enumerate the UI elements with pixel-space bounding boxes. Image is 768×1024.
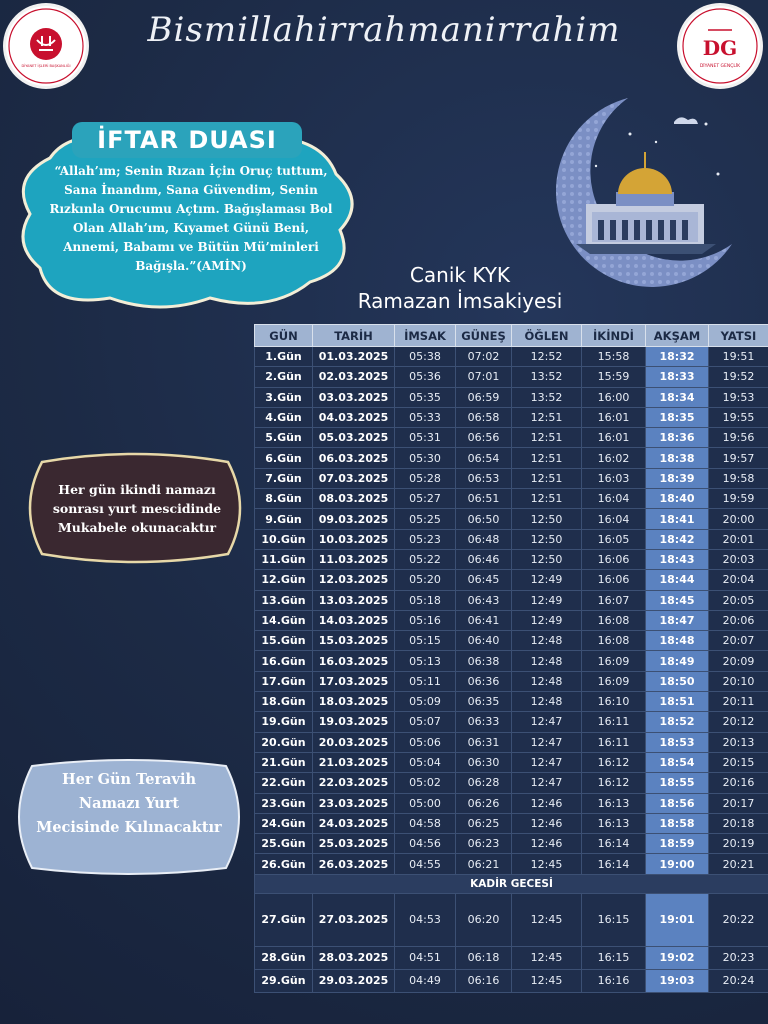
cell-aksam: 18:38 [646,448,709,468]
cell-imsak: 04:56 [395,834,456,854]
cell-imsak: 05:15 [395,631,456,651]
cell-oglen: 12:45 [512,946,582,969]
table-row [255,610,768,630]
cell-date: 14.03.2025 [313,610,395,630]
cell-oglen: 12:51 [512,489,582,509]
column-header-7: YATSI [709,325,768,347]
cell-day: 12.Gün [255,570,313,590]
imsakiye-table [254,324,768,993]
cell-aksam: 18:53 [646,732,709,752]
cell-oglen: 12:47 [512,752,582,772]
cell-aksam: 18:43 [646,549,709,569]
cell-gunes: 06:43 [456,590,512,610]
cell-yatsi: 20:11 [709,692,768,712]
table-row [255,732,768,752]
cell-oglen: 12:48 [512,671,582,691]
cell-ikindi: 16:04 [582,509,646,529]
cell-oglen: 12:47 [512,773,582,793]
cell-ikindi: 16:14 [582,854,646,874]
cell-ikindi: 16:02 [582,448,646,468]
cell-yatsi: 20:01 [709,529,768,549]
cell-yatsi: 20:19 [709,834,768,854]
cell-date: 21.03.2025 [313,752,395,772]
cell-date: 17.03.2025 [313,671,395,691]
cell-aksam: 18:48 [646,631,709,651]
cell-ikindi: 16:09 [582,651,646,671]
cell-yatsi: 20:17 [709,793,768,813]
cell-ikindi: 16:01 [582,428,646,448]
cell-gunes: 06:31 [456,732,512,752]
cell-gunes: 06:18 [456,946,512,969]
cell-yatsi: 19:53 [709,387,768,407]
cell-oglen: 12:50 [512,529,582,549]
cell-imsak: 05:35 [395,387,456,407]
cell-day: 6.Gün [255,448,313,468]
cell-oglen: 12:45 [512,854,582,874]
cell-imsak: 04:49 [395,969,456,992]
column-header-0: GÜN [255,325,313,347]
dg-initials: DG [702,36,738,60]
cell-gunes: 06:28 [456,773,512,793]
table-row [255,407,768,427]
cell-date: 28.03.2025 [313,946,395,969]
iftar-prayer-text: “Allah’ım; Senin Rızan İçin Oruç tuttum, Sana İnandım, Sana Güvendim, Senin Rızkınla Orucumu Açtım. Bağışlaması Bol Olan Allah’ım, Kıyamet Günü Beni, Annemi, Babamı ve Bütün Mü’minleri Bağışla.”(AMİN) [49,164,333,273]
cell-yatsi: 20:22 [709,893,768,946]
cell-day: 19.Gün [255,712,313,732]
cell-oglen: 12:49 [512,610,582,630]
cell-oglen: 12:50 [512,549,582,569]
cell-yatsi: 20:04 [709,570,768,590]
cell-ikindi: 16:01 [582,407,646,427]
table-body [255,347,768,993]
column-header-2: İMSAK [395,325,456,347]
cell-oglen: 12:52 [512,347,582,367]
cell-imsak: 05:30 [395,448,456,468]
cell-date: 16.03.2025 [313,651,395,671]
cell-imsak: 05:04 [395,752,456,772]
cell-date: 25.03.2025 [313,834,395,854]
cell-ikindi: 16:12 [582,752,646,772]
cell-gunes: 06:25 [456,813,512,833]
cell-oglen: 12:51 [512,428,582,448]
cell-day: 24.Gün [255,813,313,833]
table-header-row [255,325,768,347]
cell-ikindi: 16:07 [582,590,646,610]
cell-aksam: 18:56 [646,793,709,813]
cell-day: 28.Gün [255,946,313,969]
cell-day: 9.Gün [255,509,313,529]
cell-aksam: 18:59 [646,834,709,854]
cell-day: 1.Gün [255,347,313,367]
cell-gunes: 06:41 [456,610,512,630]
iftar-title: İFTAR DUASI [72,122,302,158]
cell-aksam: 18:32 [646,347,709,367]
cell-day: 15.Gün [255,631,313,651]
cell-oglen: 12:51 [512,448,582,468]
cell-date: 18.03.2025 [313,692,395,712]
cell-aksam: 18:34 [646,387,709,407]
cell-yatsi: 19:57 [709,448,768,468]
cell-yatsi: 20:16 [709,773,768,793]
cell-date: 26.03.2025 [313,854,395,874]
cell-date: 08.03.2025 [313,489,395,509]
cell-gunes: 06:26 [456,793,512,813]
cell-day: 27.Gün [255,893,313,946]
cell-gunes: 06:53 [456,468,512,488]
diyanet-logo [6,6,86,86]
cell-ikindi: 16:11 [582,712,646,732]
table-row [255,946,768,969]
cell-yatsi: 19:56 [709,428,768,448]
cell-day: 21.Gün [255,752,313,772]
dormitory-heading [350,262,570,314]
cell-gunes: 06:30 [456,752,512,772]
cell-ikindi: 16:03 [582,468,646,488]
table-row [255,529,768,549]
diyanet-genclik-logo [680,6,760,86]
cell-date: 11.03.2025 [313,549,395,569]
cell-ikindi: 16:06 [582,570,646,590]
cell-yatsi: 19:55 [709,407,768,427]
cell-imsak: 05:28 [395,468,456,488]
cell-yatsi: 19:59 [709,489,768,509]
cell-gunes: 06:35 [456,692,512,712]
column-header-3: GÜNEŞ [456,325,512,347]
cell-aksam: 19:02 [646,946,709,969]
cell-ikindi: 16:08 [582,610,646,630]
cell-ikindi: 16:14 [582,834,646,854]
cell-aksam: 18:35 [646,407,709,427]
cell-date: 27.03.2025 [313,893,395,946]
cell-gunes: 06:56 [456,428,512,448]
cell-day: 26.Gün [255,854,313,874]
cell-yatsi: 19:58 [709,468,768,488]
cell-oglen: 12:46 [512,793,582,813]
cell-oglen: 13:52 [512,387,582,407]
cell-oglen: 12:46 [512,834,582,854]
cell-gunes: 06:33 [456,712,512,732]
cell-imsak: 05:07 [395,712,456,732]
cell-gunes: 06:38 [456,651,512,671]
cell-day: 29.Gün [255,969,313,992]
table-row [255,969,768,992]
cell-imsak: 05:13 [395,651,456,671]
cell-day: 11.Gün [255,549,313,569]
cell-aksam: 18:58 [646,813,709,833]
table-row [255,549,768,569]
table-row [255,347,768,367]
diyanet-emblem-icon [6,6,86,86]
table-row [255,448,768,468]
cell-date: 23.03.2025 [313,793,395,813]
cell-imsak: 04:58 [395,813,456,833]
cell-aksam: 18:45 [646,590,709,610]
cell-oglen: 12:49 [512,570,582,590]
cell-oglen: 12:48 [512,692,582,712]
cell-ikindi: 16:10 [582,692,646,712]
table-row [255,631,768,651]
cell-day: 17.Gün [255,671,313,691]
cell-date: 10.03.2025 [313,529,395,549]
cell-imsak: 05:36 [395,367,456,387]
cell-imsak: 05:11 [395,671,456,691]
cell-imsak: 05:18 [395,590,456,610]
cell-yatsi: 19:51 [709,347,768,367]
cell-yatsi: 20:07 [709,631,768,651]
cell-gunes: 06:58 [456,407,512,427]
cell-date: 24.03.2025 [313,813,395,833]
cell-gunes: 07:01 [456,367,512,387]
cell-ikindi: 16:12 [582,773,646,793]
cell-aksam: 18:41 [646,509,709,529]
cell-oglen: 12:49 [512,590,582,610]
cell-ikindi: 16:05 [582,529,646,549]
table-row [255,813,768,833]
cell-yatsi: 20:03 [709,549,768,569]
cell-gunes: 06:50 [456,509,512,529]
cell-aksam: 18:39 [646,468,709,488]
cell-ikindi: 16:08 [582,631,646,651]
cell-imsak: 05:38 [395,347,456,367]
cell-gunes: 06:59 [456,387,512,407]
cell-day: 25.Gün [255,834,313,854]
column-header-5: İKİNDİ [582,325,646,347]
cell-gunes: 06:36 [456,671,512,691]
cell-oglen: 12:48 [512,651,582,671]
cell-gunes: 06:16 [456,969,512,992]
cell-oglen: 12:48 [512,631,582,651]
cell-oglen: 12:51 [512,407,582,427]
cell-day: 16.Gün [255,651,313,671]
cell-oglen: 12:45 [512,893,582,946]
cell-date: 29.03.2025 [313,969,395,992]
mukabele-note: Her gün ikindi namazı sonrası yurt mescidinde Mukabele okunacaktır [52,482,222,535]
cell-imsak: 04:51 [395,946,456,969]
cell-date: 12.03.2025 [313,570,395,590]
cell-imsak: 05:09 [395,692,456,712]
cell-ikindi: 16:04 [582,489,646,509]
cell-gunes: 06:46 [456,549,512,569]
table-row [255,590,768,610]
cell-ikindi: 15:58 [582,347,646,367]
table-row [255,509,768,529]
cell-gunes: 06:21 [456,854,512,874]
cell-aksam: 18:40 [646,489,709,509]
cell-gunes: 06:40 [456,631,512,651]
cell-gunes: 06:54 [456,448,512,468]
table-row [255,854,768,874]
cell-aksam: 18:51 [646,692,709,712]
cell-yatsi: 20:13 [709,732,768,752]
bismillah-title: Bismillahirrahmanirrahim [147,10,621,50]
cell-ikindi: 16:15 [582,893,646,946]
cell-ikindi: 16:06 [582,549,646,569]
cell-aksam: 18:36 [646,428,709,448]
cell-imsak: 04:55 [395,854,456,874]
cell-date: 09.03.2025 [313,509,395,529]
cell-date: 03.03.2025 [313,387,395,407]
kadir-gecesi-row [255,874,768,893]
cell-yatsi: 20:00 [709,509,768,529]
cell-imsak: 05:06 [395,732,456,752]
table-row [255,692,768,712]
cell-yatsi: 20:09 [709,651,768,671]
cell-gunes: 07:02 [456,347,512,367]
cell-ikindi: 15:59 [582,367,646,387]
cell-yatsi: 20:24 [709,969,768,992]
cell-imsak: 05:23 [395,529,456,549]
table-row [255,793,768,813]
cell-yatsi: 20:12 [709,712,768,732]
cell-yatsi: 20:15 [709,752,768,772]
table-row [255,387,768,407]
table-row [255,468,768,488]
cell-gunes: 06:20 [456,893,512,946]
teravih-note: Her Gün Teravih Namazı Yurt Mecisinde Kılınacaktır [36,771,222,836]
cell-day: 13.Gün [255,590,313,610]
cell-imsak: 05:20 [395,570,456,590]
cell-yatsi: 20:21 [709,854,768,874]
dormitory-name: Canik KYK [409,263,511,287]
cell-ikindi: 16:13 [582,793,646,813]
cell-aksam: 19:00 [646,854,709,874]
cell-date: 04.03.2025 [313,407,395,427]
cell-day: 22.Gün [255,773,313,793]
cell-aksam: 18:33 [646,367,709,387]
cell-date: 05.03.2025 [313,428,395,448]
cell-date: 06.03.2025 [313,448,395,468]
diyanet-logo-text: DİYANET İŞLERİ BAŞKANLIĞI [21,64,71,68]
table-row [255,773,768,793]
table-row [255,752,768,772]
cell-ikindi: 16:16 [582,969,646,992]
cell-aksam: 18:44 [646,570,709,590]
cell-day: 14.Gün [255,610,313,630]
cell-date: 19.03.2025 [313,712,395,732]
cell-ikindi: 16:09 [582,671,646,691]
cell-yatsi: 20:05 [709,590,768,610]
cell-day: 8.Gün [255,489,313,509]
table-row [255,570,768,590]
cell-yatsi: 20:10 [709,671,768,691]
cell-oglen: 12:46 [512,813,582,833]
cell-imsak: 05:22 [395,549,456,569]
cell-oglen: 12:47 [512,712,582,732]
cell-imsak: 05:16 [395,610,456,630]
cell-date: 15.03.2025 [313,631,395,651]
cell-yatsi: 19:52 [709,367,768,387]
cell-day: 5.Gün [255,428,313,448]
cell-ikindi: 16:11 [582,732,646,752]
diyanet-genclik-text: DİYANET GENÇLİK [699,64,741,69]
cell-aksam: 18:50 [646,671,709,691]
cell-day: 20.Gün [255,732,313,752]
table-row [255,671,768,691]
cell-imsak: 05:31 [395,428,456,448]
cell-oglen: 13:52 [512,367,582,387]
cell-yatsi: 20:18 [709,813,768,833]
cell-imsak: 05:33 [395,407,456,427]
cell-imsak: 05:25 [395,509,456,529]
cell-day: 18.Gün [255,692,313,712]
cell-date: 02.03.2025 [313,367,395,387]
cell-aksam: 18:55 [646,773,709,793]
cell-yatsi: 20:06 [709,610,768,630]
cell-imsak: 05:27 [395,489,456,509]
table-row [255,367,768,387]
cell-ikindi: 16:00 [582,387,646,407]
cell-day: 4.Gün [255,407,313,427]
cell-ikindi: 16:15 [582,946,646,969]
cell-date: 22.03.2025 [313,773,395,793]
cell-aksam: 18:42 [646,529,709,549]
cell-gunes: 06:23 [456,834,512,854]
cell-imsak: 05:00 [395,793,456,813]
imsakiye-title: Ramazan İmsakiyesi [357,289,563,313]
table-row [255,893,768,946]
cell-aksam: 19:01 [646,893,709,946]
cell-imsak: 05:02 [395,773,456,793]
cell-aksam: 18:47 [646,610,709,630]
table-row [255,428,768,448]
column-header-4: ÖĞLEN [512,325,582,347]
kadir-gecesi-label: KADİR GECESİ [255,874,768,893]
table-row [255,712,768,732]
table-row [255,651,768,671]
cell-day: 10.Gün [255,529,313,549]
cell-date: 07.03.2025 [313,468,395,488]
cell-aksam: 18:49 [646,651,709,671]
cell-ikindi: 16:13 [582,813,646,833]
cell-yatsi: 20:23 [709,946,768,969]
cell-date: 13.03.2025 [313,590,395,610]
cell-day: 7.Gün [255,468,313,488]
cell-aksam: 18:54 [646,752,709,772]
table-row [255,834,768,854]
cell-gunes: 06:48 [456,529,512,549]
table-row [255,489,768,509]
cell-day: 23.Gün [255,793,313,813]
cell-date: 01.03.2025 [313,347,395,367]
cell-day: 3.Gün [255,387,313,407]
cell-aksam: 18:52 [646,712,709,732]
cell-date: 20.03.2025 [313,732,395,752]
cell-oglen: 12:50 [512,509,582,529]
cell-oglen: 12:47 [512,732,582,752]
cell-day: 2.Gün [255,367,313,387]
cell-aksam: 19:03 [646,969,709,992]
column-header-1: TARİH [313,325,395,347]
cell-gunes: 06:45 [456,570,512,590]
cell-oglen: 12:45 [512,969,582,992]
cell-gunes: 06:51 [456,489,512,509]
cell-oglen: 12:51 [512,468,582,488]
column-header-6: AKŞAM [646,325,709,347]
cell-imsak: 04:53 [395,893,456,946]
